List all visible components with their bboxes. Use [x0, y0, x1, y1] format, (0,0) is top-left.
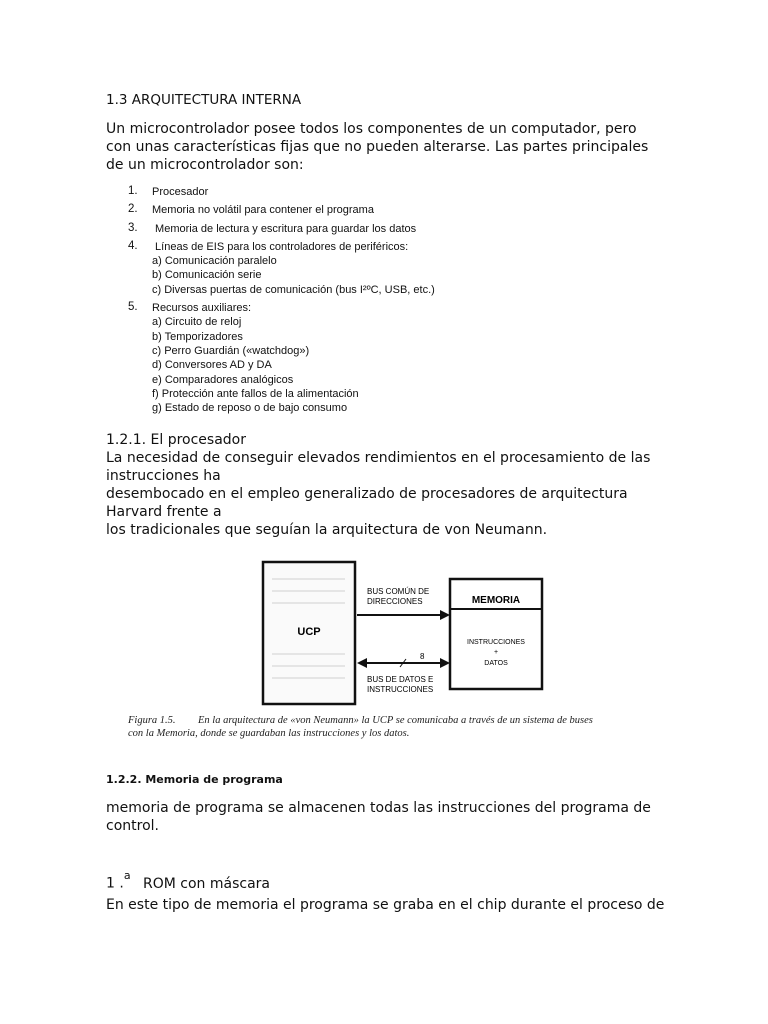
data-bus-label-2: INSTRUCCIONES	[367, 685, 434, 694]
list-subitem: g) Estado de reposo o de bajo consumo	[152, 402, 348, 415]
rom-title: ROM con máscara	[143, 875, 270, 892]
list-item	[106, 185, 435, 199]
address-bus-arrowhead	[440, 610, 450, 620]
list-item-number: 2.	[128, 203, 138, 216]
ucp-label: UCP	[297, 626, 321, 638]
caption-line-1: En la arquitectura de «von Neumann» la UCP se comunicaba a través de un sistema de buses	[198, 715, 593, 726]
list-item	[106, 222, 435, 236]
paragraph-line: instrucciones ha	[106, 468, 221, 484]
list-item-number: 3.	[128, 221, 138, 234]
intro-paragraph: Un microcontrolador posee todos los componentes de un computador, pero con unas características fijas que no pueden alterarse. Las partes principales de un microcontrolador son:	[106, 121, 649, 173]
list-subitem: c) Perro Guardián («watchdog»)	[152, 344, 310, 357]
memoria-content-2: +	[493, 649, 499, 656]
data-bus-arrowhead-right	[440, 658, 450, 668]
list-item-text: Memoria de lectura y escritura para guardar los datos	[152, 222, 417, 235]
list-subitem: a) Comunicación paralelo	[152, 255, 277, 268]
memoria-label: MEMORIA	[471, 595, 521, 606]
list-subitem: b) Temporizadores	[152, 330, 243, 343]
paragraph-line: los tradicionales que seguían la arquitectura de von Neumann.	[106, 522, 548, 538]
paragraph-line: La necesidad de conseguir elevados rendimientos en el procesamiento de las	[106, 450, 651, 466]
data-bus-width: 8	[420, 652, 425, 661]
paragraph-line: desembocado en el empleo generalizado de procesadores de arquitectura	[106, 486, 628, 502]
address-bus-label-1: BUS COMÚN DE	[367, 587, 430, 596]
list-subitem: c) Diversas puertas de comunicación (bus I²ºC, USB, etc.)	[152, 283, 435, 296]
data-bus-label-1: BUS DE DATOS E	[367, 675, 434, 684]
list-item	[106, 301, 435, 415]
data-bus-arrowhead-left	[357, 658, 367, 668]
list-item-text: Procesador	[152, 186, 209, 198]
caption-label: Figura 1.5.	[128, 715, 176, 726]
paragraph-line: control.	[106, 818, 159, 834]
figure-caption	[128, 714, 688, 740]
list-item-number: 5.	[128, 301, 138, 314]
memoria-content-3: DATOS	[484, 660, 508, 667]
rom-paragraph: En este tipo de memoria el programa se graba en el chip durante el proceso de	[106, 897, 665, 913]
list-item-text: Líneas de EIS para los controladores de periféricos:	[152, 240, 409, 253]
caption-line-2: con la Memoria, donde se guardaban las instrucciones y los datos.	[128, 728, 410, 739]
processor-paragraph	[106, 449, 666, 539]
list-subitem: b) Comunicación serie	[152, 269, 262, 282]
list-subitem: d) Conversores AD y DA	[152, 359, 272, 372]
list-subitem: f) Protección ante fallos de la alimentación	[152, 387, 359, 400]
list-item-text: Memoria no volátil para contener el programa	[152, 204, 374, 217]
list-subitem: a) Circuito de reloj	[152, 316, 242, 329]
address-bus-label-2: DIRECCIONES	[367, 597, 423, 606]
rom-heading	[106, 869, 270, 892]
list-subitem: e) Comparadores analógicos	[152, 373, 294, 386]
paragraph-line: Harvard frente a	[106, 504, 222, 520]
list-item-text: Recursos auxiliares:	[152, 302, 252, 315]
list-item	[106, 240, 435, 297]
section-heading: 1.3 ARQUITECTURA INTERNA	[106, 92, 302, 108]
subsection-heading-procesador: 1.2.1. El procesador	[106, 432, 246, 448]
list-item	[106, 203, 435, 217]
subsection-heading-memoria: 1.2.2. Memoria de programa	[106, 773, 283, 786]
memory-paragraph	[106, 799, 666, 835]
rom-number: 1 .	[106, 875, 124, 892]
rom-superscript: a	[123, 869, 131, 882]
paragraph-line: memoria de programa se almacenen todas las instrucciones del programa de	[106, 800, 651, 816]
list-item-number: 4.	[128, 239, 138, 252]
memoria-content-1: INSTRUCCIONES	[467, 639, 525, 646]
list-item-number: 1.	[128, 185, 138, 197]
parts-list	[106, 185, 435, 415]
